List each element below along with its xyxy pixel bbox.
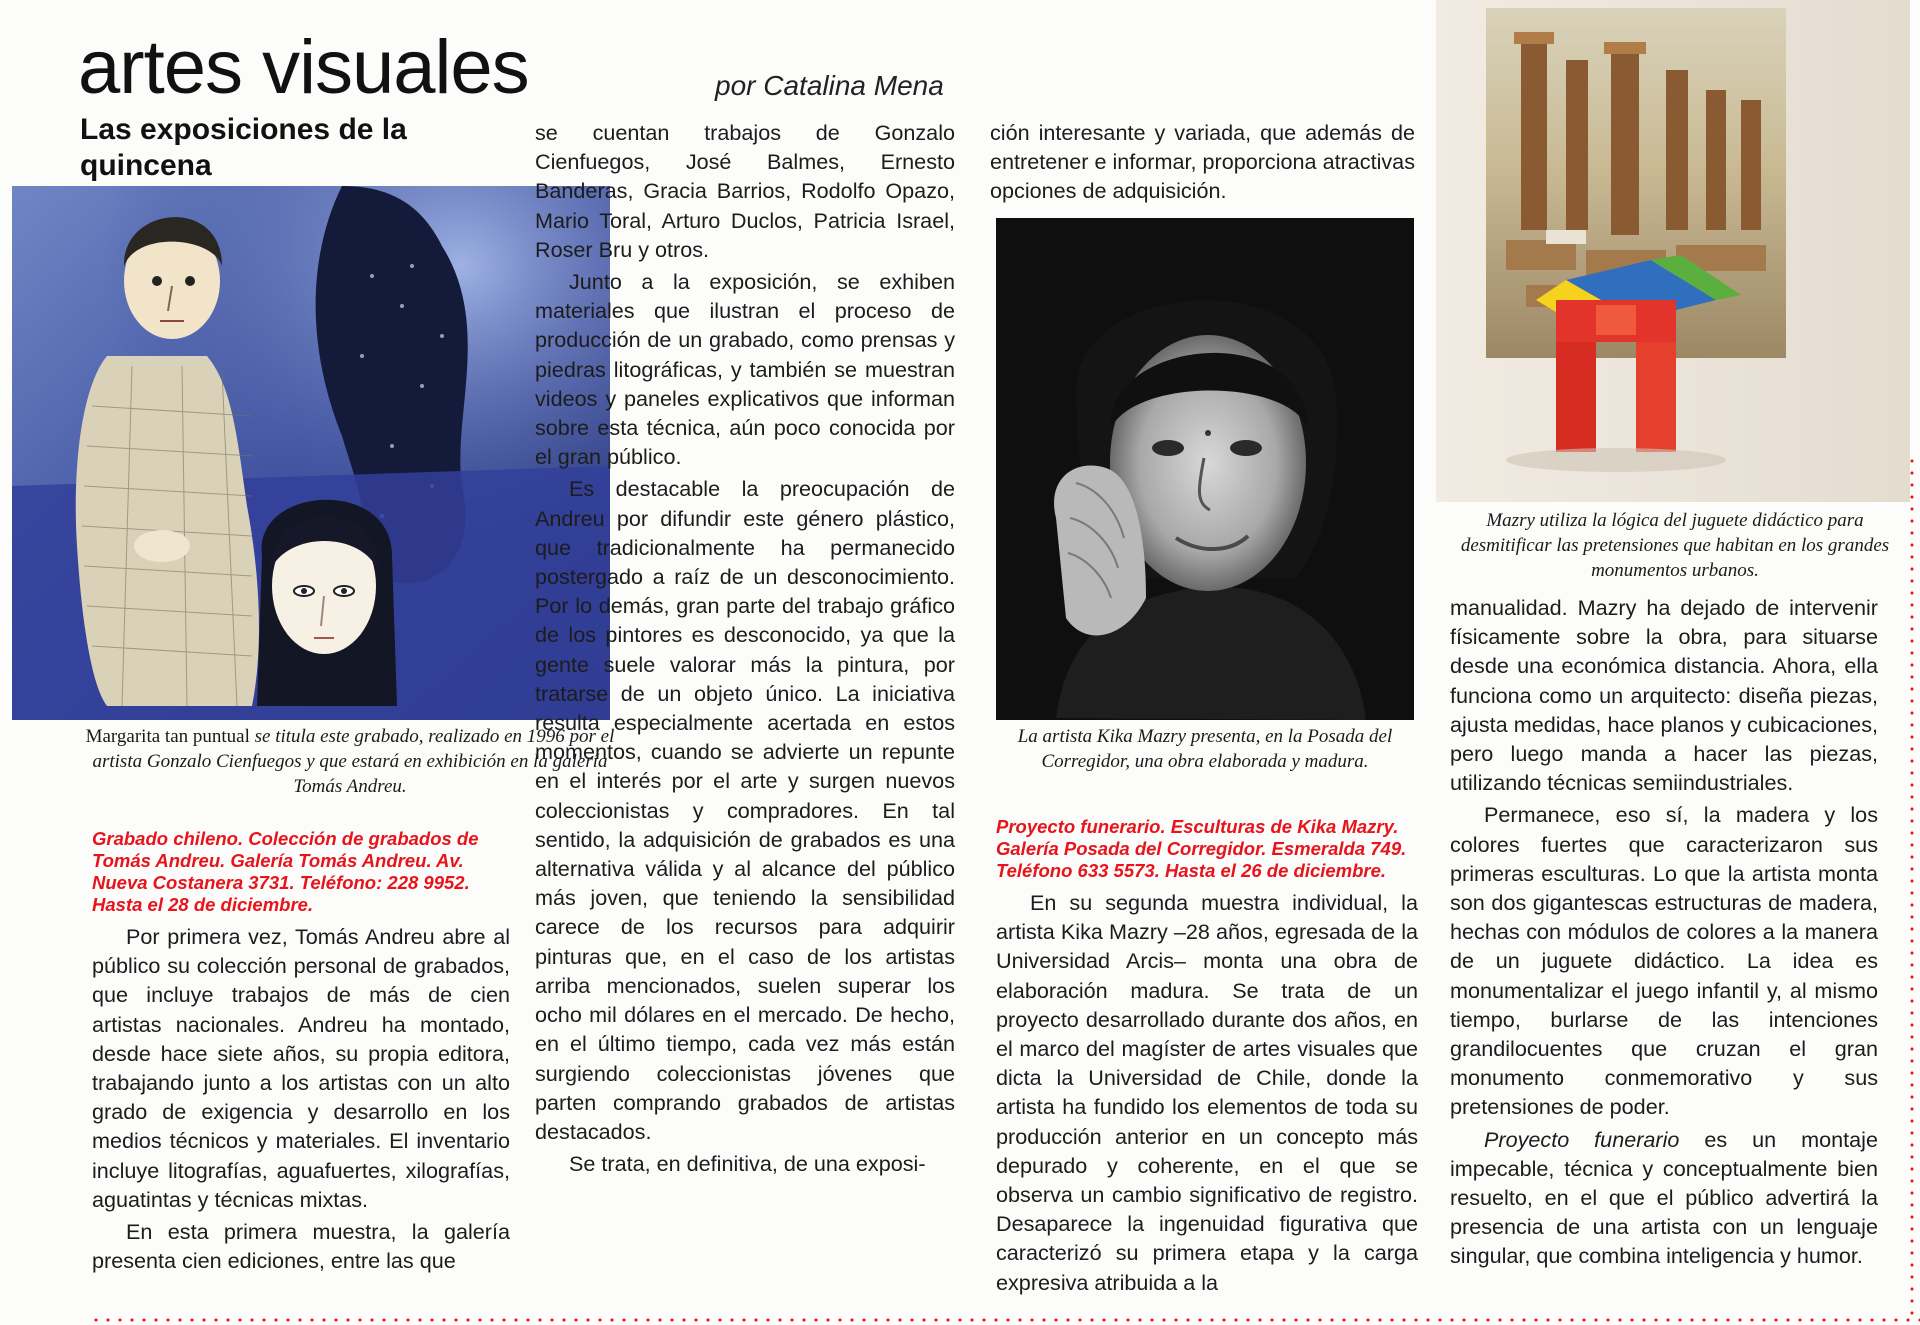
exhibition-info-2: Proyecto funerario. Esculturas de Kika Mazry. Galería Posada del Corregidor. Esmeralda 749. Teléfono 633 5573. Hasta el 26 de diciembre.: [996, 816, 1407, 881]
column-2: [535, 118, 955, 1181]
article-subtitle: [80, 112, 520, 184]
portrait-caption-text: La artista Kika Mazry presenta, en la Posada del Corregidor, una obra elaborada y madura.: [1017, 726, 1393, 772]
sculpture-image: [1436, 0, 1910, 502]
column-3-paragraph-1: En su segunda muestra individual, la artista Kika Mazry –28 años, egresada de la Universidad Arcis– monta una obra de elaboración madura. Se trata de un proyecto desarrollado durante dos años, en el marco del magíster de artes visuales que dicta la Universidad de Chile, donde la artista ha fundido los elementos de toda su producción anterior en un concepto más depurado y coherente, en el que se observa un cambio significativo de registro. Desaparece la ingenuidad figurativa que caracterizó su primera etapa y la carga expresiva atribuida a la: [996, 890, 1418, 1295]
column-4-paragraph-0: manualidad. Mazry ha dejado de intervenir físicamente sobre la obra, para situarse desde una económica distancia. Ahora, ella funciona como un arquitecto: diseña piezas, ajusta medidas, hace planos y cubicaciones, pero luego manda a hacer las piezas, utilizando técnicas semiindustriales.: [1450, 595, 1878, 796]
column-4: [1450, 593, 1878, 1274]
bottom-dotted-rule: [90, 1318, 1920, 1322]
painting-image: [12, 186, 610, 720]
column-1: [92, 828, 510, 1278]
column-4-italic-title: Proyecto funerario: [1484, 1126, 1680, 1152]
sculpture-caption: [1440, 508, 1910, 583]
column-1-paragraph-2: En esta primera muestra, la galería presenta cien ediciones, entre las que: [92, 1219, 510, 1274]
exhibition-info-1: Grabado chileno. Colección de grabados de Tomás Andreu. Galería Tomás Andreu. Av. Nueva Costanera 3731. Teléfono: 228 9952. Hasta el 28 de diciembre.: [92, 828, 479, 915]
column-2-paragraph-3: Es destacable la preocupación de Andreu por difundir este género plástico, que tradicionalmente ha permanecido postergado a raíz de un desconocimiento. Por lo demás, gran parte del trabajo gráfico de los pintores es desconocido, ya que la gente suele valorar más la pintura, por tratarse de un objeto único. La iniciativa resulta especialmente acertada en estos momentos, cuando se advierte un repunte en el interés por el arte y surgen nuevos coleccionistas y compradores. En tal sentido, la adquisición de grabados es una alternativa válida y al alcance del público más joven, que teniendo la sensibilidad carece de los recursos para adquirir pinturas que, en el caso de los artistas arriba mencionados, suelen superar los ocho mil dólares en el mercado. De hecho, en el último tiempo, cada vez más están surgiendo coleccionistas jóvenes que parten comprando grabados de artistas destacados.: [535, 476, 955, 1144]
sculpture-photo: [1436, 0, 1910, 502]
column-3-top: [990, 118, 1415, 209]
byline: por Catalina Mena: [715, 70, 944, 101]
column-3: [996, 816, 1418, 1300]
right-dotted-rule: [1910, 455, 1914, 1315]
column-4-paragraph-2-text: es un montaje impecable, técnica y conceptualmente bien resuelto, en el que el público advertirá la presencia de una artista con un lenguaje singular, que combina inteligencia y humor.: [1450, 1126, 1878, 1269]
portrait-photo: [996, 218, 1414, 720]
column-4-paragraph-1: Permanece, eso sí, la madera y los colores fuertes que caracterizaron sus primeras esculturas. Lo que la artista monta son dos gigantescas estructuras de madera, hechas con módulos de colores a la manera de un juguete didáctico. La idea es monumentalizar el juego infantil y, al mismo tiempo, burlarse de las intenciones grandilocuentes que cruzan el gran monumento conmemorativo y sus pretensiones de poder.: [1450, 802, 1878, 1120]
painting-caption-text: se titula este grabado, realizado en 1996 por el artista Gonzalo Cienfuegos y que estará en exhibición en la galería Tomás Andreu.: [92, 726, 615, 797]
painting-caption-title: Margarita tan puntual: [85, 726, 250, 747]
column-3-paragraph-0: ción interesante y variada, que además de entretener e informar, proporciona atractivas opciones de adquisición.: [990, 120, 1415, 204]
column-4-paragraph-2: [1450, 1125, 1878, 1271]
section-title: artes visuales: [78, 25, 529, 110]
column-2-paragraph-1: se cuentan trabajos de Gonzalo Cienfuegos, José Balmes, Ernesto Banderas, Gracia Barrios, Rodolfo Opazo, Mario Toral, Arturo Duclos, Patricia Israel, Roser Bru y otros.: [535, 120, 955, 262]
column-1-paragraph-1: Por primera vez, Tomás Andreu abre al público su colección personal de grabados, que incluye trabajos de más de cien artistas nacionales. Andreu ha montado, desde hace siete años, su propia editora, trabajando junto a los artistas con un alto grado de exigencia y desarrollo en los medios técnicos y materiales. El inventario incluye litografías, aguafuertes, xilografías, aguatintas y técnicas mixtas.: [92, 924, 510, 1212]
portrait-caption: [1000, 724, 1410, 774]
subtitle-line-2: quincena: [80, 149, 212, 182]
artist-portrait-image: [996, 218, 1414, 720]
subtitle-line-1: Las exposiciones de la: [80, 113, 407, 146]
column-2-paragraph-4: Se trata, en definitiva, de una exposi-: [569, 1151, 926, 1177]
sculpture-caption-text: Mazry utiliza la lógica del juguete didáctico para desmitificar las pretensiones que habitan en los grandes monumentos urbanos.: [1460, 510, 1890, 581]
column-2-paragraph-2: Junto a la exposición, se exhiben materiales que ilustran el proceso de producción de un grabado, como prensas y piedras litográficas, y también se muestran videos y paneles explicativos que informan sobre esta técnica, aún poco conocida por el gran público.: [535, 269, 955, 470]
painting-illustration: [12, 186, 610, 720]
